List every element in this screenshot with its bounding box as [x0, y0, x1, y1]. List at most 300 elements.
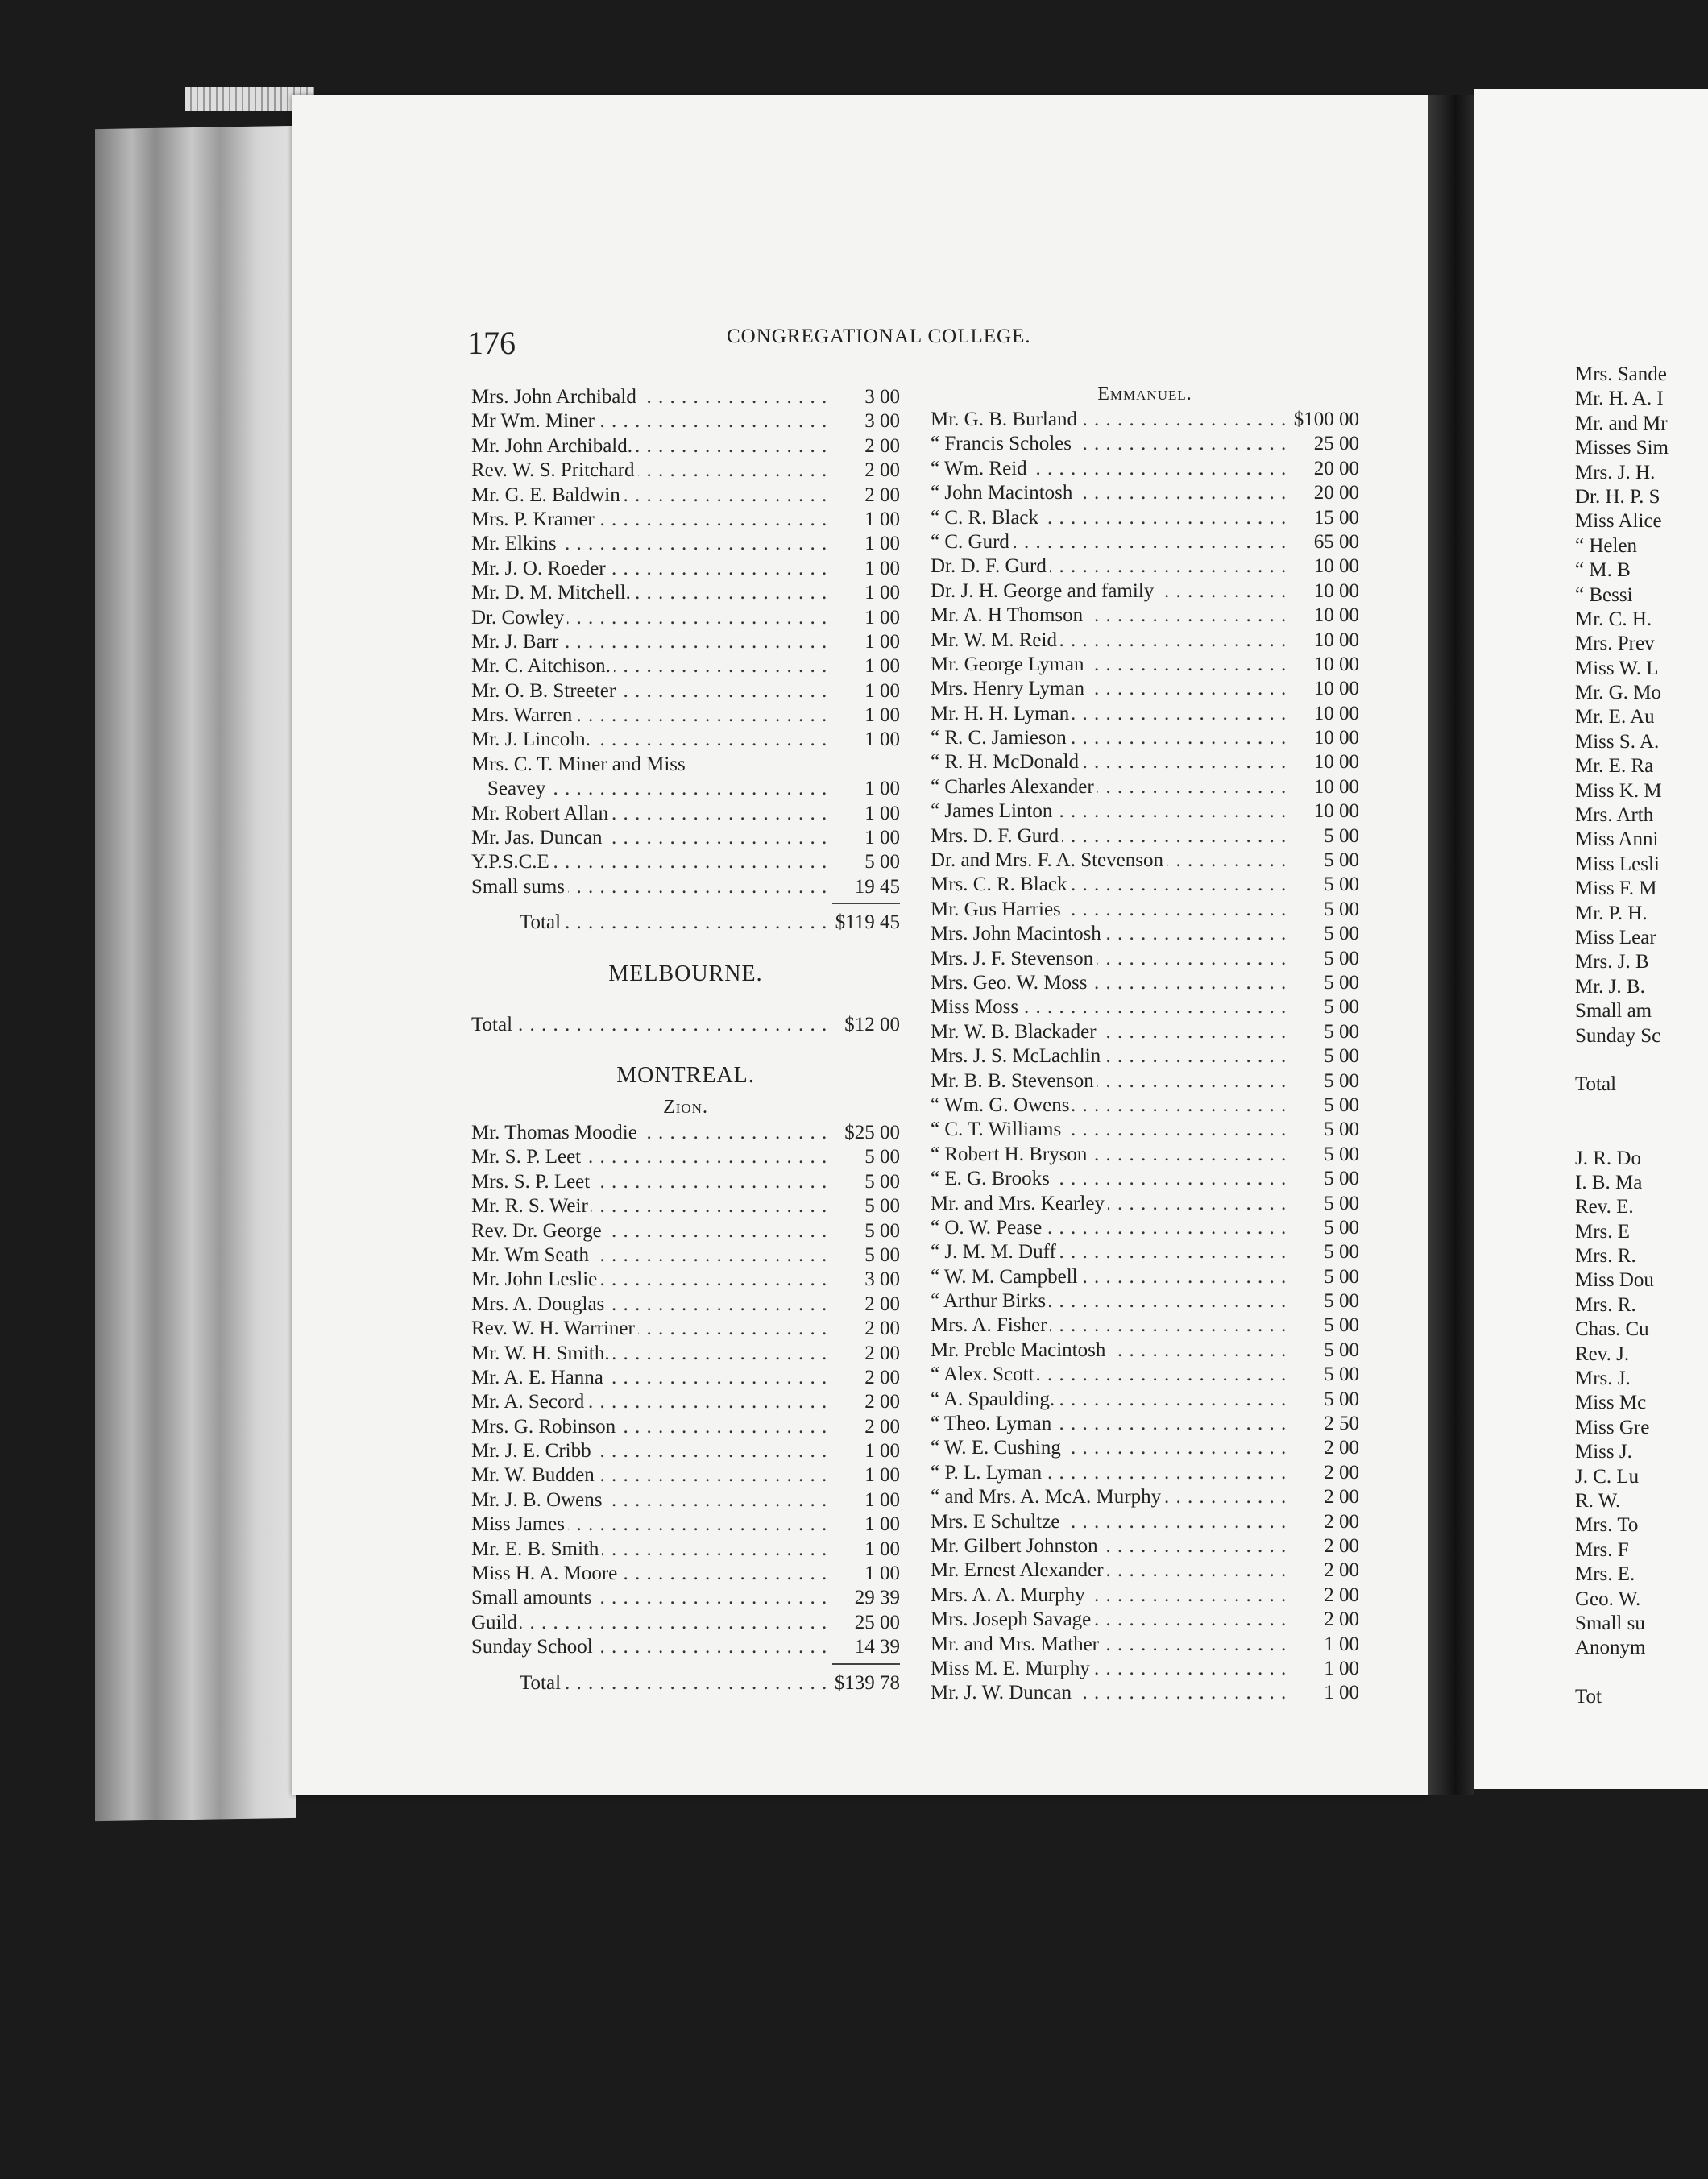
contributor-name-text: “ R. C. Jamieson: [931, 727, 1070, 749]
contributor-name-text: Total: [471, 1014, 516, 1036]
amount: 5 00: [1324, 971, 1359, 994]
contributor-name-text: Mr. W. B. Blackader: [931, 1021, 1100, 1043]
contributor-name-text: Dr. J. H. George and family: [931, 580, 1157, 602]
contributor-name-text: Mrs. John Macintosh: [931, 923, 1105, 944]
ledger-row: [931, 1265, 1359, 1289]
contributor-name: [471, 1317, 826, 1341]
contributor-name-text: Mr. A. Secord: [471, 1391, 587, 1413]
ledger-row: [471, 459, 900, 483]
contributor-name: [471, 508, 826, 532]
contributor-name-text: Mr. B. B. Stevenson: [931, 1070, 1097, 1092]
amount: 10 00: [1313, 629, 1359, 651]
spacer: [471, 936, 900, 957]
contributor-name-text: Miss H. A. Moore: [471, 1563, 620, 1584]
contributor-name-text: Mrs. Joseph Savage: [931, 1608, 1094, 1630]
contributor-name: [931, 629, 1285, 653]
contributor-name-text: Seavey: [471, 778, 549, 799]
ledger-row: [931, 726, 1359, 750]
contributor-name: [471, 802, 826, 826]
ledger-row: [471, 1586, 900, 1610]
amount: 2 00: [1324, 1510, 1359, 1533]
contributor-name: [471, 1635, 826, 1659]
contributor-name: [471, 1342, 826, 1366]
contributor-name: [931, 1461, 1285, 1485]
contributor-name-text: Mr. John Archibald.: [471, 435, 636, 457]
ledger-row: [471, 875, 900, 899]
ledger-row: [931, 408, 1359, 432]
amount: 3 00: [864, 1268, 900, 1291]
amount: $119 45: [835, 911, 900, 934]
contributor-name-text: Mr. Ernest Alexander: [931, 1559, 1107, 1581]
cropped-line: Mrs. J.: [1575, 1368, 1631, 1390]
contributor-name: [931, 1583, 1285, 1608]
contributor-name-text: Dr. and Mrs. F. A. Stevenson: [931, 849, 1167, 871]
contributor-name-text: Mr. R. S. Weir: [471, 1195, 591, 1217]
contributor-name: [931, 1388, 1285, 1412]
contributor-name: [931, 750, 1285, 774]
amount: 1 00: [864, 557, 900, 579]
contributor-name: [471, 532, 826, 556]
amount: 5 00: [864, 1243, 900, 1266]
cropped-line: Miss Dou: [1575, 1269, 1654, 1292]
contributor-name: [471, 1562, 826, 1586]
ledger-row: [931, 1216, 1359, 1240]
contributor-name: [931, 1265, 1285, 1289]
contributor-name: [931, 1657, 1285, 1681]
cropped-line: Mr. P. H.: [1575, 902, 1648, 924]
amount: 2 00: [864, 1293, 900, 1315]
contributor-name: [931, 653, 1285, 677]
amount: 1 00: [864, 630, 900, 653]
contributor-name: [471, 728, 826, 752]
amount: 10 00: [1313, 653, 1359, 675]
cropped-line: Mrs. E.: [1575, 1563, 1635, 1586]
amount: 1 00: [864, 582, 900, 604]
contributor-name: [471, 826, 826, 850]
ledger-row: [931, 1412, 1359, 1436]
cropped-line: Mrs. E: [1575, 1220, 1631, 1243]
cropped-line: Mr. and Mr: [1575, 412, 1668, 434]
cropped-line: Miss F. M: [1575, 878, 1657, 900]
contributor-name-text: Rev. W. H. Warriner: [471, 1318, 638, 1339]
amount: 5 00: [1324, 1119, 1359, 1141]
contributor-name-text: Rev. W. S. Pritchard: [471, 459, 638, 481]
amount: 29 39: [854, 1587, 900, 1609]
amount: 5 00: [1324, 947, 1359, 969]
contributor-name-text: Mr. Thomas Moodie: [471, 1122, 640, 1143]
contributor-name-text: Mr. C. Aitchison.: [471, 655, 614, 677]
contributor-name: [471, 753, 826, 777]
ledger-row: [931, 1461, 1359, 1485]
ledger-row: [931, 1094, 1359, 1118]
contributor-name-text: Miss Moss: [931, 996, 1022, 1018]
cropped-line: Mr. G. Mo: [1575, 682, 1661, 704]
ledger-row: [931, 677, 1359, 701]
contributor-name: [931, 1485, 1285, 1509]
contributor-name: [471, 1415, 826, 1439]
contributor-name-text: Dr. Cowley: [471, 607, 567, 629]
section-subheading: Emmanuel.: [1097, 384, 1192, 405]
ledger-row: [931, 481, 1359, 505]
amount: 20 00: [1313, 482, 1359, 504]
amount: 5 00: [1324, 874, 1359, 896]
contributor-name-text: “ A. Spaulding.: [931, 1388, 1058, 1410]
cropped-line: [1575, 1122, 1708, 1146]
cropped-line: R. W.: [1575, 1489, 1621, 1512]
amount: 1 00: [864, 1488, 900, 1511]
contributor-name: [931, 1118, 1285, 1142]
ledger-row: [471, 630, 900, 654]
contributor-name-text: “ O. W. Pease: [931, 1217, 1045, 1239]
ledger-row: [931, 432, 1359, 456]
ledger-row: [471, 802, 900, 826]
contributor-name-text: “ C. R. Black: [931, 507, 1042, 529]
contributor-name: [931, 1412, 1285, 1436]
amount: $12 00: [844, 1013, 900, 1036]
contributor-name: [931, 1681, 1285, 1705]
cropped-line: Mrs. F: [1575, 1538, 1629, 1561]
amount: 15 00: [1313, 506, 1359, 529]
contributor-name: [471, 1013, 826, 1037]
ledger-row: [931, 898, 1359, 922]
cropped-line: Mrs. Arth: [1575, 804, 1654, 827]
cropped-line: Anonym: [1575, 1637, 1646, 1659]
contributor-name-text: Mr. W. Budden: [471, 1464, 598, 1486]
amount: 5 00: [1324, 1020, 1359, 1043]
contributor-name-text: Mr. and Mrs. Kearley: [931, 1193, 1108, 1214]
contributor-name: [931, 432, 1285, 456]
amount: $139 78: [834, 1671, 900, 1694]
amount: 2 50: [1324, 1413, 1359, 1435]
contributor-name: [931, 726, 1285, 750]
cropped-line: Tot: [1575, 1686, 1602, 1708]
contributor-name: [931, 579, 1285, 604]
ledger-row: [471, 484, 900, 508]
amount: 5 00: [864, 1219, 900, 1242]
book-gutter: [1428, 95, 1474, 1795]
contributor-name-text: Mr. J. Lincoln.: [471, 728, 594, 750]
cropped-line: J. C. Lu: [1575, 1465, 1640, 1488]
ledger-row: [931, 554, 1359, 579]
contributor-name-text: Mrs. P. Kramer: [471, 508, 598, 530]
contributor-name-text: Mrs. A. Douglas: [471, 1293, 607, 1315]
ledger-row: [471, 508, 900, 532]
contributor-name: [471, 875, 826, 899]
amount: 5 00: [1324, 1241, 1359, 1264]
cropped-line: “ M. B: [1575, 559, 1631, 582]
contributor-name: [471, 557, 826, 581]
cropped-line: Rev. J.: [1575, 1343, 1630, 1365]
contributor-name: [471, 1145, 826, 1169]
contributor-name-text: “ E. G. Brooks: [931, 1168, 1053, 1189]
amount: 5 00: [1324, 849, 1359, 872]
contributor-name: [931, 1608, 1285, 1632]
contributor-name: [931, 530, 1285, 554]
cropped-line: Mrs. To: [1575, 1514, 1639, 1537]
ledger-row: [931, 1657, 1359, 1681]
contributor-name-text: Mrs. J. F. Stevenson: [931, 948, 1097, 969]
amount: 10 00: [1313, 678, 1359, 700]
cropped-line: Miss W. L: [1575, 657, 1659, 679]
contributor-name: [471, 911, 826, 935]
contributor-name: [471, 850, 826, 874]
contributor-name: [471, 654, 826, 679]
contributor-name-text: Mr. John Leslie: [471, 1268, 600, 1290]
contributor-name: [931, 1534, 1285, 1559]
cropped-line: Mrs. J. H.: [1575, 461, 1656, 484]
amount: 1 00: [864, 655, 900, 678]
contributor-name-text: Mr. George Lyman: [931, 654, 1087, 675]
contributor-name-text: Mr. W. H. Smith.: [471, 1343, 613, 1364]
cropped-line: Miss Anni: [1575, 828, 1659, 851]
contributor-name-text: Mr Wm. Miner: [471, 410, 598, 432]
amount: 1 00: [864, 1513, 900, 1536]
left-column: [471, 385, 900, 1695]
middle-column: [931, 380, 1359, 1706]
amount: 2 00: [1324, 1583, 1359, 1606]
cropped-line: Mr. J. B.: [1575, 975, 1645, 998]
ledger-row: [471, 1635, 900, 1659]
cropped-line: Mr. H. A. I: [1575, 388, 1664, 410]
ledger-row: [931, 1388, 1359, 1412]
contributor-name: [471, 630, 826, 654]
ledger-row: [931, 1583, 1359, 1608]
ledger-row: [931, 629, 1359, 653]
page-number: 176: [467, 325, 516, 361]
ledger-row: [931, 873, 1359, 897]
ledger-row: [931, 775, 1359, 799]
ledger-row: [931, 1681, 1359, 1705]
cropped-line: [1575, 1661, 1708, 1685]
ledger-row: [471, 777, 900, 801]
ledger-row: [931, 1633, 1359, 1657]
amount: 5 00: [1324, 1069, 1359, 1092]
contributor-name: [471, 434, 826, 459]
amount: 1 00: [864, 1563, 900, 1585]
contributor-name-text: Mrs. J. S. McLachlin: [931, 1045, 1104, 1067]
contributor-name-text: “ J. M. M. Duff: [931, 1241, 1059, 1263]
ledger-row: [931, 995, 1359, 1019]
contributor-name-text: Mr. Wm Seath: [471, 1244, 592, 1266]
ledger-row: [931, 1339, 1359, 1363]
contributor-name-text: Mr. D. M. Mitchell.: [471, 582, 634, 604]
contributor-name: [931, 1363, 1285, 1387]
contributor-name: [931, 995, 1285, 1019]
cropped-line: Mr. E. Au: [1575, 706, 1655, 728]
contributor-name: [931, 554, 1285, 579]
cropped-line: I. B. Ma: [1575, 1171, 1643, 1193]
amount: 5 00: [864, 851, 900, 874]
ledger-row: [471, 1219, 900, 1243]
ledger-row: [931, 1510, 1359, 1534]
contributor-name-text: Total: [471, 911, 564, 933]
ledger-row: [931, 1167, 1359, 1191]
amount: 1 00: [864, 802, 900, 824]
amount: 1 00: [864, 827, 900, 849]
ledger-row: [471, 434, 900, 459]
spacer: [471, 992, 900, 1013]
ledger-row: [931, 1240, 1359, 1264]
ledger-row: [931, 506, 1359, 530]
cropped-line: [1575, 1048, 1708, 1073]
contributor-name-text: “ Robert H. Bryson: [931, 1143, 1090, 1165]
cropped-line: Miss Mc: [1575, 1392, 1647, 1414]
contributor-name-text: Mr. Elkins: [471, 533, 560, 554]
ledger-row: [471, 1390, 900, 1414]
ledger-row: [471, 1013, 900, 1037]
ledger-row: [471, 1145, 900, 1169]
amount: 2 00: [864, 1391, 900, 1413]
ledger-row: [471, 1268, 900, 1292]
cropped-line: Total: [1575, 1073, 1617, 1096]
book-page-edges: [95, 126, 296, 1821]
cropped-line: Mrs. Prev: [1575, 633, 1655, 655]
ledger-row: [931, 1559, 1359, 1583]
ledger-row: [931, 653, 1359, 677]
contributor-name: [931, 1436, 1285, 1460]
amount: 2 00: [864, 484, 900, 506]
ledger-row: [471, 654, 900, 679]
contributor-name: [471, 606, 826, 630]
contributor-name-text: Mrs. A. A. Murphy: [931, 1584, 1088, 1606]
contributor-name: [471, 1586, 826, 1610]
ledger-row: [471, 826, 900, 850]
ledger-row: [931, 1069, 1359, 1094]
contributor-name: [931, 1240, 1285, 1264]
cropped-line: Miss Gre: [1575, 1416, 1650, 1438]
amount: 65 00: [1313, 530, 1359, 553]
contributor-name-text: Mr. A. E. Hanna: [471, 1367, 607, 1388]
contributor-name: [931, 1510, 1285, 1534]
amount: 5 00: [1324, 1363, 1359, 1386]
amount: 25 00: [854, 1611, 900, 1633]
contributor-name: [471, 1671, 826, 1695]
contributor-name: [931, 506, 1285, 530]
ledger-row: [471, 1415, 900, 1439]
contributor-name: [931, 799, 1285, 824]
ledger-row: [931, 1534, 1359, 1559]
amount: 5 00: [1324, 923, 1359, 945]
contributor-name-text: Mr. Robert Allan: [471, 803, 611, 824]
amount: 2 00: [864, 1318, 900, 1340]
cropped-line: Small am: [1575, 1000, 1652, 1023]
section-subheading: Zion.: [663, 1096, 708, 1118]
contributor-name-text: Mr. E. B. Smith: [471, 1538, 602, 1560]
amount: 5 00: [1324, 1216, 1359, 1239]
amount: 5 00: [1324, 1265, 1359, 1288]
cropped-line: “ Bessi: [1575, 583, 1633, 606]
contributor-name-text: “ W. M. Campbell: [931, 1266, 1081, 1288]
cropped-line: Dr. H. P. S: [1575, 485, 1660, 508]
contributor-name: [931, 1339, 1285, 1363]
contributor-name: [931, 1216, 1285, 1240]
contributor-name-text: Mr. J. Barr: [471, 631, 562, 653]
contributor-name-text: Mrs. S. P. Leet: [471, 1171, 593, 1193]
ledger-row: [931, 922, 1359, 946]
contributor-name: [931, 481, 1285, 505]
amount: 5 00: [1324, 996, 1359, 1019]
contributor-name-text: Mrs. Warren: [471, 704, 575, 726]
contributor-name: [931, 457, 1285, 481]
contributor-name: [471, 484, 826, 508]
cropped-line: Miss J.: [1575, 1441, 1632, 1463]
ledger-row: [471, 557, 900, 581]
contributor-name: [931, 971, 1285, 995]
section-heading: MONTREAL.: [616, 1062, 755, 1088]
contributor-name-text: Total: [471, 1672, 564, 1694]
contributor-name-text: Mrs. Geo. W. Moss: [931, 972, 1090, 994]
contributor-name: [931, 702, 1285, 726]
ledger-row: [931, 530, 1359, 554]
ledger-row: [931, 1363, 1359, 1387]
contributor-name-text: “ W. E. Cushing: [931, 1437, 1064, 1459]
ledger-row: [471, 385, 900, 409]
contributor-name-text: Mr. Gus Harries: [931, 899, 1064, 920]
amount: 10 00: [1313, 604, 1359, 627]
running-head: CONGREGATIONAL COLLEGE.: [727, 326, 1031, 347]
contributor-name: [931, 1633, 1285, 1657]
contributor-name: [471, 704, 826, 728]
contributor-name: [471, 1488, 826, 1513]
contributor-name: [931, 1094, 1285, 1118]
ledger-row: [471, 1342, 900, 1366]
contributor-name-text: Mrs. John Archibald: [471, 386, 640, 408]
amount: 5 00: [1324, 1339, 1359, 1361]
amount: 2 00: [864, 1415, 900, 1438]
ledger-row: [471, 532, 900, 556]
contributor-name-text: Small amounts: [471, 1587, 595, 1608]
amount: 5 00: [864, 1146, 900, 1168]
cropped-line: Sunday Sc: [1575, 1024, 1661, 1047]
contributor-name-text: Mr. and Mrs. Mather: [931, 1633, 1102, 1655]
contributor-name: [471, 1611, 826, 1635]
ledger-row: [931, 1289, 1359, 1314]
contributor-name-text: Mr. Preble Macintosh: [931, 1339, 1109, 1361]
cropped-line: Mr. C. H.: [1575, 608, 1652, 630]
amount: 1 00: [1324, 1682, 1359, 1704]
amount: 3 00: [864, 410, 900, 433]
amount: 14 39: [854, 1636, 900, 1658]
amount: 5 00: [1324, 1045, 1359, 1068]
contributor-name-text: Sunday School: [471, 1636, 596, 1658]
ledger-row: [931, 579, 1359, 604]
contributor-name: [931, 1559, 1285, 1583]
contributor-name: [931, 1167, 1285, 1191]
amount: 10 00: [1313, 800, 1359, 823]
ledger-row: [931, 849, 1359, 873]
contributor-name-text: Guild: [471, 1612, 520, 1633]
ledger-row: [471, 704, 900, 728]
cropped-line: Miss Alice: [1575, 510, 1662, 533]
contributor-name: [471, 1194, 826, 1218]
contributor-name: [931, 775, 1285, 799]
ledger-row: [471, 850, 900, 874]
contributor-name-text: “ Francis Scholes: [931, 433, 1075, 454]
contributor-name: [471, 1366, 826, 1390]
contributor-name-text: Mrs. C. T. Miner and Miss: [471, 753, 689, 775]
contributor-name-text: Mrs. C. R. Black: [931, 874, 1070, 895]
amount: 1 00: [864, 778, 900, 800]
amount: 10 00: [1313, 775, 1359, 798]
ledger-row: [471, 1513, 900, 1537]
amount: 2 00: [1324, 1437, 1359, 1459]
cropped-line: Mrs. J. B: [1575, 951, 1649, 973]
cropped-line: Mrs. R.: [1575, 1293, 1636, 1316]
contributor-name: [471, 1219, 826, 1243]
contributor-name-text: Miss M. E. Murphy: [931, 1658, 1093, 1679]
contributor-name: [931, 824, 1285, 849]
amount: 1 00: [864, 606, 900, 629]
